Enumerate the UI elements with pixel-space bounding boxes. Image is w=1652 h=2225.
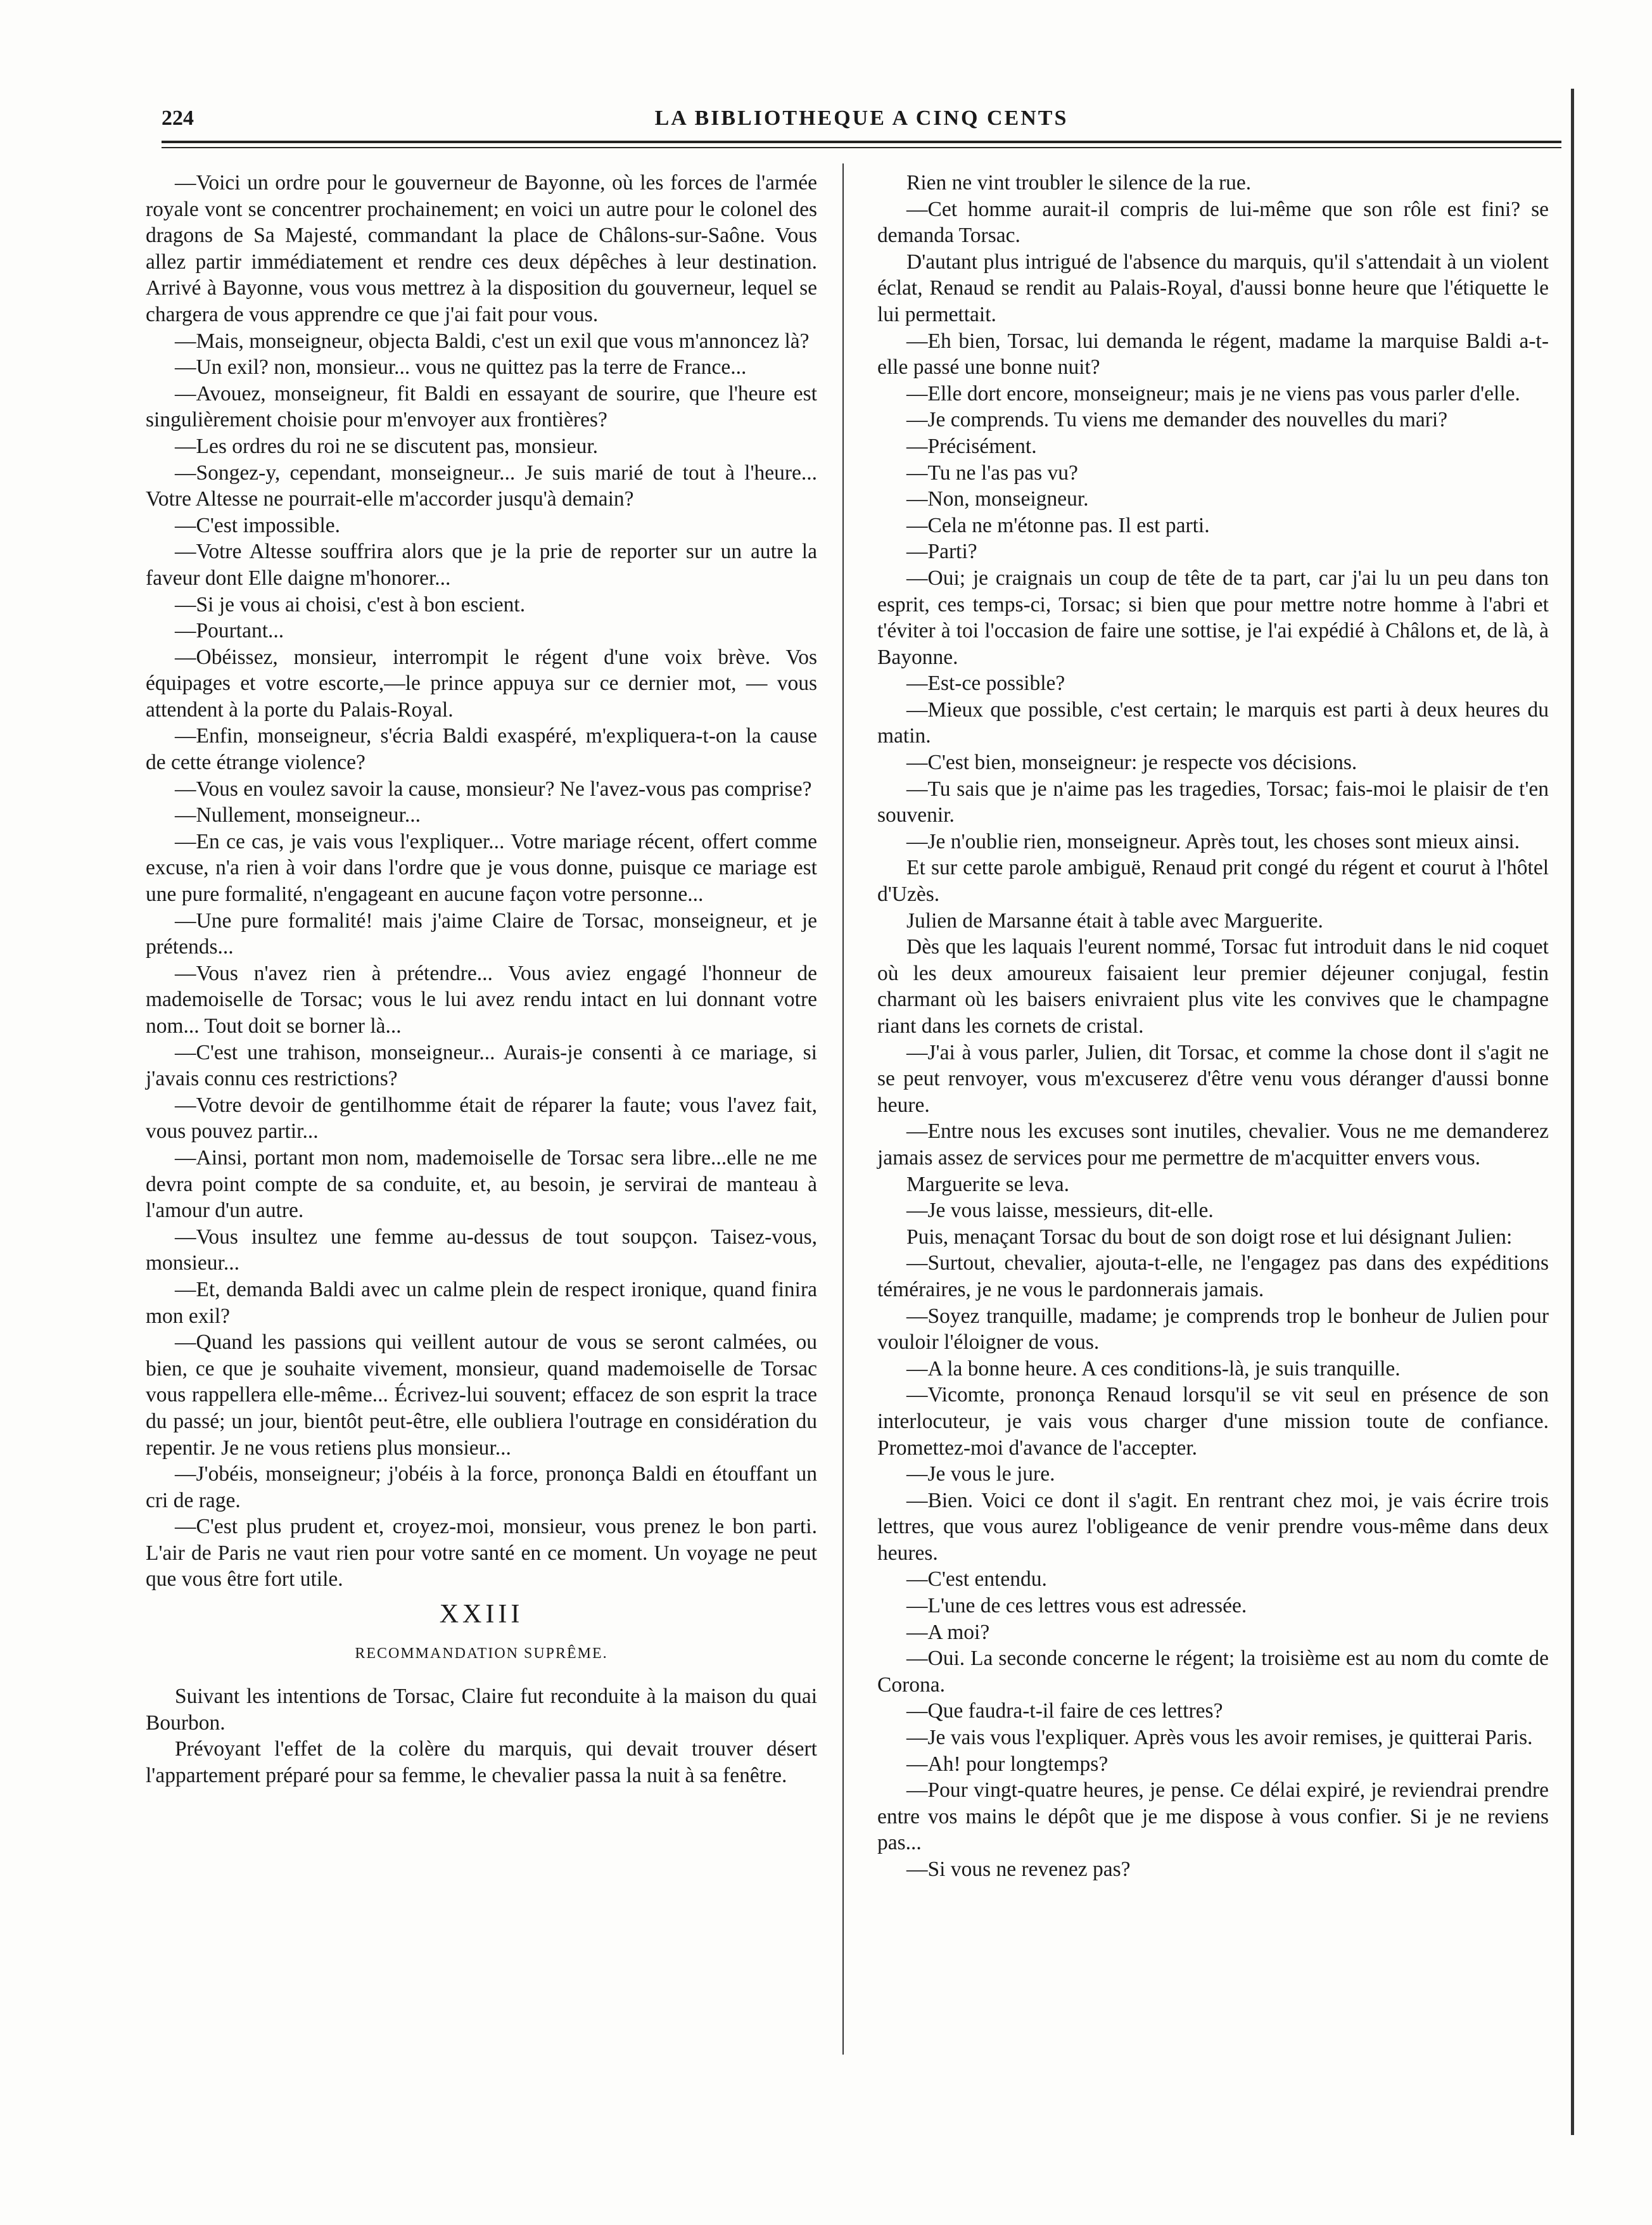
paragraph: —Elle dort encore, monseigneur; mais je ne viens pas vous parler d'elle. — [906, 381, 1520, 405]
paragraph: —C'est bien, monseigneur: je respecte vos décisions. — [906, 751, 1357, 775]
paragraph: —Votre devoir de gentilhomme était de réparer la faute; vous l'avez fait, vous pouvez partir... — [146, 1093, 817, 1144]
header-rule-thin — [162, 147, 1561, 148]
paragraph: —Que faudra-t-il faire de ces lettres? — [906, 1699, 1223, 1723]
paragraph: —Eh bien, Torsac, lui demanda le régent, madame la marquise Baldi a-t-elle passé une bonne nuit? — [877, 329, 1549, 379]
page-header — [162, 106, 1561, 144]
paragraph: —C'est entendu. — [906, 1567, 1047, 1591]
paragraph: —Est-ce possible? — [906, 672, 1065, 696]
paragraph: —Ainsi, portant mon nom, mademoiselle de Torsac sera libre...elle ne me devra point compte de sa conduite, et, au besoin, je servirai de manteau à l'amour d'un autre. — [146, 1145, 817, 1223]
paragraph: —Vous en voulez savoir la cause, monsieur? Ne l'avez-vous pas comprise? — [175, 777, 812, 801]
paragraph: —Vous insultez une femme au-dessus de tout soupçon. Taisez-vous, monsieur... — [146, 1225, 817, 1275]
paragraph: —Pourtant... — [175, 619, 284, 643]
paragraph: —Et, demanda Baldi avec un calme plein de respect ironique, quand finira mon exil? — [146, 1277, 817, 1328]
paragraph: —Une pure formalité! mais j'aime Claire de Torsac, monseigneur, et je prétends... — [146, 908, 817, 959]
paragraph: —C'est une trahison, monseigneur... Aurais-je consenti à ce mariage, si j'avais connu ces restrictions? — [146, 1040, 817, 1091]
paragraph: —Voici un ordre pour le gouverneur de Bayonne, où les forces de l'armée royale vont se concentrer prochainement; en voici un autre pour le colonel des dragons de Sa Majesté, commandant la place de Châlons-sur-Saône. Vous allez partir immédiatement et rendre ces deux dépêches à leur destination. Arrivé à Bayonne, vous vous mettrez à la disposition du gouverneur, lequel se chargera de vous apprendre ce que j'ai fait pour vous. — [146, 171, 817, 326]
paragraph: —Obéissez, monsieur, interrompit le régent d'une voix brève. Vos équipages et votre escorte,—le prince appuya sur ce dernier mot, — vous attendent à la porte du Palais-Royal. — [146, 645, 817, 722]
paragraph: —J'ai à vous parler, Julien, dit Torsac, et comme la chose dont il s'agit ne se peut renvoyer, vous m'excuserez d'être venu vous déranger d'aussi bonne heure. — [877, 1040, 1549, 1117]
header-rule-thick — [162, 141, 1561, 143]
right-column — [877, 170, 1549, 1883]
paragraph: —Vous n'avez rien à prétendre... Vous aviez engagé l'honneur de mademoiselle de Torsac; vous le lui avez rendu intact en lui donnant votre nom... Tout doit se borner là... — [146, 961, 817, 1038]
scan-edge-mark — [1571, 89, 1574, 2135]
paragraph: —Précisément. — [906, 434, 1037, 458]
chapter-title: RECOMMANDATION SUPRÊME. — [355, 1645, 608, 1662]
paragraph: —Quand les passions qui veillent autour de vous se seront calmées, ou bien, ce que je souhaite vivement, monsieur, quand mademoiselle de Torsac vous rappellera elle-même... Écrivez-lui souvent; effacez de son esprit la trace du passé; un jour, bientôt peut-être, elle oubliera l'outrage en considération du repentir. Je ne vous retiens plus monsieur... — [146, 1330, 817, 1460]
paragraph: —L'une de ces lettres vous est adressée. — [906, 1594, 1247, 1618]
right-column-text — [877, 170, 1549, 1883]
paragraph: —Soyez tranquille, madame; je comprends trop le bonheur de Julien pour vouloir l'éloigner de vous. — [877, 1304, 1549, 1355]
paragraph: —Songez-y, cependant, monseigneur... Je suis marié de tout à l'heure... Votre Altesse ne pourrait-elle m'accorder jusqu'à demain? — [146, 461, 817, 511]
paragraph: —Entre nous les excuses sont inutiles, chevalier. Vous ne me demanderez jamais assez de services pour me permettre de m'acquitter envers vous. — [877, 1119, 1549, 1170]
paragraph: —Oui. La seconde concerne le régent; la troisième est au nom du comte de Corona. — [877, 1647, 1549, 1697]
paragraph: —Je vous le jure. — [906, 1462, 1055, 1486]
paragraph: —Vicomte, prononça Renaud lorsqu'il se vit seul en présence de son interlocuteur, je vais vous charger d'une mission toute de confiance. Promettez-moi d'avance de l'accepter. — [877, 1383, 1549, 1460]
paragraph: —Cela ne m'étonne pas. Il est parti. — [906, 513, 1210, 537]
paragraph: —Ah! pour longtemps? — [906, 1752, 1109, 1776]
paragraph: Et sur cette parole ambiguë, Renaud prit congé du régent et courut à l'hôtel d'Uzès. — [877, 856, 1549, 907]
paragraph: —Un exil? non, monsieur... vous ne quittez pas la terre de France... — [175, 355, 747, 379]
paragraph: —Je n'oublie rien, monseigneur. Après tout, les choses sont mieux ainsi. — [906, 829, 1520, 853]
paragraph: —J'obéis, monseigneur; j'obéis à la force, prononça Baldi en étouffant un cri de rage. — [146, 1462, 817, 1512]
paragraph: —Oui; je craignais un coup de tête de ta part, car j'ai lu un peu dans ton esprit, ces temps-ci, Torsac; si bien que pour mettre notre homme à l'abri et t'éviter à toi l'occasion de faire une sottise, je l'ai expédié à Châlons et, de là, à Bayonne. — [877, 566, 1549, 669]
paragraph: —Je vous laisse, messieurs, dit-elle. — [906, 1199, 1214, 1223]
paragraph: Prévoyant l'effet de la colère du marquis, qui devait trouver désert l'appartement préparé pour sa femme, le chevalier passa la nuit à sa fenêtre. — [146, 1737, 817, 1788]
paragraph: Marguerite se leva. — [906, 1172, 1070, 1196]
paragraph: —Avouez, monseigneur, fit Baldi en essayant de sourire, que l'heure est singulièrement choisie pour m'envoyer aux frontières? — [146, 381, 817, 432]
chapter-number: XXIII — [439, 1600, 524, 1629]
column-divider — [842, 163, 844, 2055]
left-column — [146, 170, 817, 1789]
paragraph: Rien ne vint troubler le silence de la rue. — [906, 171, 1252, 194]
paragraph: —En ce cas, je vais vous l'expliquer... Votre mariage récent, offert comme excuse, n'a rien à voir dans l'ordre que je vous donne, puisque ce mariage est une pure formalité, n'engageant en aucune façon votre personne... — [146, 829, 817, 907]
paragraph: —Pour vingt-quatre heures, je pense. Ce délai expiré, je reviendrai prendre entre vos mains le dépôt que je me dispose à vous confier. Si je ne reviens pas... — [877, 1778, 1549, 1855]
paragraph: —Tu ne l'as pas vu? — [906, 461, 1078, 485]
paragraph: —Surtout, chevalier, ajouta-t-elle, ne l'engagez pas dans des expéditions téméraires, je ne vous le pardonnerais jamais. — [877, 1251, 1549, 1301]
paragraph: —Cet homme aurait-il compris de lui-même que son rôle est fini? se demanda Torsac. — [877, 197, 1549, 248]
paragraph: —Non, monseigneur. — [906, 487, 1089, 511]
paragraph: —Si je vous ai choisi, c'est à bon escient. — [175, 592, 526, 616]
paragraph: —Parti? — [906, 540, 977, 564]
paragraph: —Je vais vous l'expliquer. Après vous les avoir remises, je quitterai Paris. — [906, 1726, 1533, 1750]
paragraph: —Je comprends. Tu viens me demander des nouvelles du mari? — [906, 408, 1448, 432]
paragraph: —Votre Altesse souffrira alors que je la prie de reporter sur un autre la faveur dont Elle daigne m'honorer... — [146, 540, 817, 590]
paragraph: —A moi? — [906, 1620, 990, 1644]
paragraph: —Les ordres du roi ne se discutent pas, monsieur. — [175, 434, 599, 458]
paragraph: Suivant les intentions de Torsac, Claire fut reconduite à la maison du quai Bourbon. — [146, 1685, 817, 1735]
paragraph: Julien de Marsanne était à table avec Marguerite. — [906, 908, 1323, 933]
paragraph: —Nullement, monseigneur... — [175, 803, 421, 827]
paragraph: —C'est impossible. — [175, 513, 341, 537]
paragraph: —Mieux que possible, c'est certain; le marquis est parti à deux heures du matin. — [877, 698, 1549, 748]
paragraph: —Si vous ne revenez pas? — [906, 1858, 1131, 1881]
paragraph: Puis, menaçant Torsac du bout de son doigt rose et lui désignant Julien: — [906, 1225, 1513, 1249]
paragraph: D'autant plus intrigué de l'absence du marquis, qu'il s'attendait à un violent éclat, Renaud se rendit au Palais-Royal, d'aussi bonne heure que l'étiquette le lui permettait. — [877, 250, 1549, 326]
left-column-text-after — [146, 1683, 817, 1788]
page-number: 224 — [162, 106, 194, 130]
paragraph: —Tu sais que je n'aime pas les tragedies, Torsac; fais-moi le plaisir de t'en souvenir. — [877, 777, 1549, 827]
paragraph: —Bien. Voici ce dont il s'agit. En rentrant chez moi, je vais écrire trois lettres, que vous aurez l'obligeance de venir prendre vous-même dans deux heures. — [877, 1488, 1549, 1565]
running-title: LA BIBLIOTHEQUE A CINQ CENTS — [654, 106, 1069, 130]
paragraph: —Mais, monseigneur, objecta Baldi, c'est un exil que vous m'annoncez là? — [175, 329, 810, 353]
paragraph: —A la bonne heure. A ces conditions-là, je suis tranquille. — [906, 1356, 1401, 1380]
left-column-text — [146, 170, 817, 1593]
paragraph: —Enfin, monseigneur, s'écria Baldi exaspéré, m'expliquera-t-on la cause de cette étrange violence? — [146, 724, 817, 775]
paragraph: —C'est plus prudent et, croyez-moi, monsieur, vous prenez le bon parti. L'air de Paris ne vaut rien pour votre santé en ce moment. Un voyage ne peut que vous être fort utile. — [146, 1515, 817, 1591]
paragraph: Dès que les laquais l'eurent nommé, Torsac fut introduit dans le nid coquet où les deux amoureux faisaient leur premier déjeuner conjugal, festin charmant où les baisers enivraient plus vite les convives que le champagne riant dans les cornets de cristal. — [877, 935, 1549, 1038]
